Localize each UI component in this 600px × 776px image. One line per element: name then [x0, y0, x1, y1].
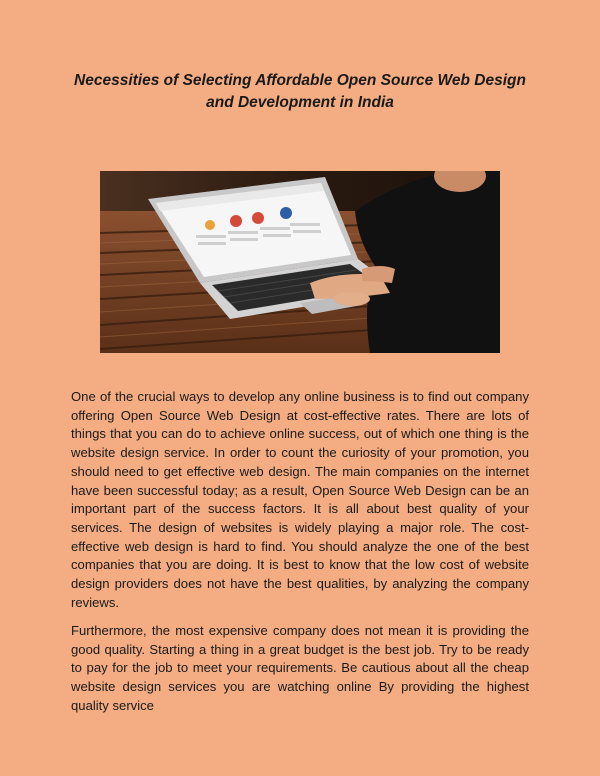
laptop-on-table-illustration	[100, 171, 500, 353]
hero-image	[100, 171, 500, 353]
page-title: Necessities of Selecting Affordable Open Source Web Design and Development in India	[74, 72, 526, 111]
body-paragraph-2: Furthermore, the most expensive company does not mean it is providing the good quality. Starting a thing in a great budget is the best job. Try to be ready to pay for the job to meet your requirements. Be cautious about all the cheap website design services you are watching online By providing the highest quality service	[71, 623, 529, 713]
body-paragraph-1: One of the crucial ways to develop any online business is to find out company offering Open Source Web Design at cost-effective rates. There are lots of things that you can do to achieve online success, out of which one thing is the website design service. In order to count the curiosity of your promotion, you should need to get effective web design. The main companies on the internet have been successful today; as a result, Open Source Web Design can be an important part of the success factors. It is all about best quality of your services. The design of websites is widely playing a major role. The cost-effective web design is hard to find. You should analyze the one of the best companies that you are doing. It is best to know that the low cost of website design providers does not have the best qualities, by analyzing the company reviews.	[71, 389, 529, 610]
